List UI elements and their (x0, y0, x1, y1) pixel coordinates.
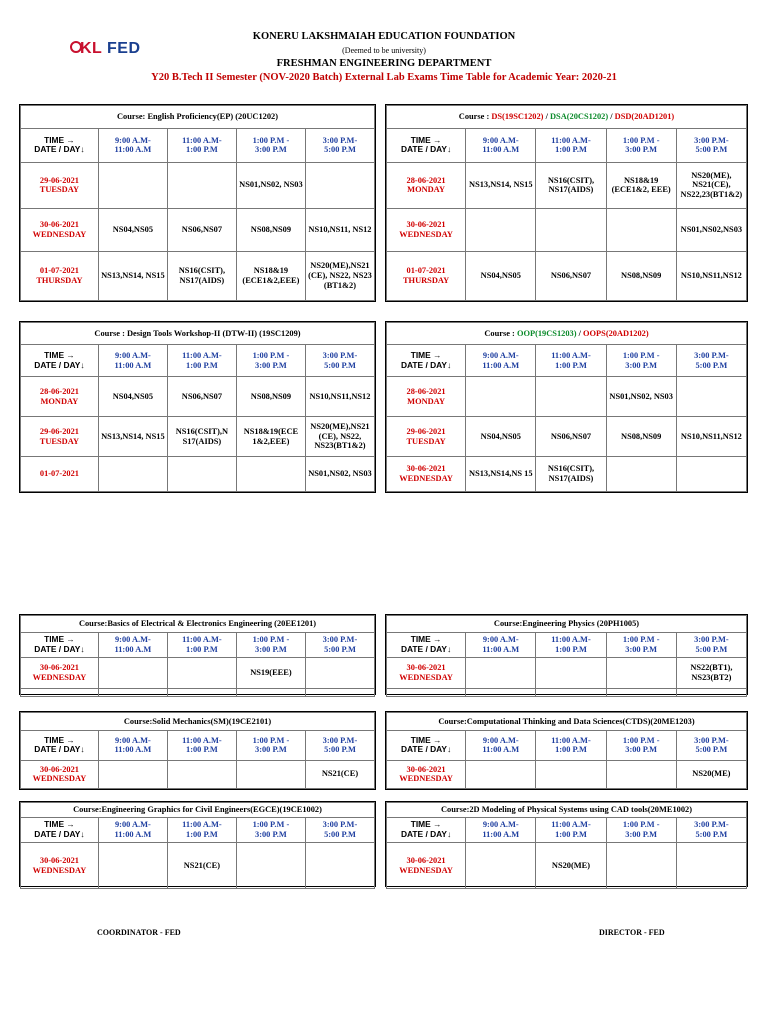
section-cell: NS01,NS02, NS03 (236, 162, 305, 208)
time-slot-header: 1:00 P.M - 3:00 P.M (606, 129, 676, 163)
section-cell: NS04,NS05 (98, 208, 167, 251)
table-row (387, 457, 747, 492)
section-cell (98, 162, 167, 208)
time-label: TIME → (44, 734, 75, 745)
course-code: DSA(20CS1202) (549, 112, 609, 122)
date-day-label: DATE / DAY↓ (400, 359, 452, 370)
time-slot-header: 3:00 P.M- 5:00 P.M (305, 818, 374, 843)
exam-day: MONDAY (407, 396, 446, 406)
time-label: TIME → (44, 819, 75, 830)
exam-date: 30-06-2021 (39, 663, 79, 673)
course-code: DS(19SC1202) (491, 112, 544, 122)
exam-date: 30-06-2021 (406, 464, 446, 474)
section-cell (676, 843, 746, 889)
table-row (387, 377, 747, 417)
date-day-label: DATE / DAY↓ (400, 744, 452, 755)
time-slot-header: 9:00 A.M- 11:00 A.M (98, 730, 167, 760)
section-cell (167, 162, 236, 208)
exam-day: MONDAY (40, 396, 79, 406)
section-cell: NS19(EEE) (236, 658, 305, 689)
date-day-label: DATE / DAY↓ (34, 744, 85, 755)
section-cell (236, 457, 305, 492)
time-slot-header: 1:00 P.M - 3:00 P.M (236, 129, 305, 163)
empty-cell (21, 689, 99, 697)
time-slot-header: 9:00 A.M- 11:00 A.M (466, 345, 536, 377)
time-slot-header: 3:00 P.M- 5:00 P.M (676, 633, 746, 658)
date-day-label: DATE / DAY↓ (400, 144, 452, 155)
time-slot-header: 11:00 A.M- 1:00 P.M (536, 129, 606, 163)
table-row (21, 377, 375, 417)
time-slot-header: 9:00 A.M- 11:00 A.M (98, 129, 167, 163)
table-row (21, 843, 375, 889)
section-cell: NS08,NS09 (606, 251, 676, 300)
section-cell (305, 843, 374, 889)
time-slot-header: 11:00 A.M- 1:00 P.M (167, 730, 236, 760)
time-date-header (21, 730, 99, 760)
exam-day: WEDNESDAY (32, 229, 87, 239)
course-title (387, 323, 747, 345)
section-cell (536, 658, 606, 689)
date-day-cell (387, 208, 466, 251)
time-slot-header: 1:00 P.M - 3:00 P.M (606, 345, 676, 377)
section-cell (236, 843, 305, 889)
section-cell: NS13,NS14,NS 15 (466, 457, 536, 492)
section-cell (305, 162, 374, 208)
time-slot-header: 3:00 P.M- 5:00 P.M (676, 345, 746, 377)
time-slot-header: 1:00 P.M - 3:00 P.M (606, 818, 676, 843)
section-cell: NS06,NS07 (167, 208, 236, 251)
date-day-label: DATE / DAY↓ (400, 644, 452, 654)
exam-date: 30-06-2021 (406, 855, 446, 865)
exam-date: 30-06-2021 (406, 663, 446, 673)
exam-day: TUESDAY (406, 436, 446, 446)
section-cell: NS10,NS11,NS12 (305, 377, 374, 417)
section-cell: NS20(ME),NS21 (CE), NS22, NS23 (BT1&2) (305, 251, 374, 300)
time-date-header (387, 730, 466, 760)
date-day-cell (387, 843, 466, 889)
exam-date: 28-06-2021 (39, 386, 79, 396)
date-day-cell (21, 760, 99, 789)
director-signature-label: DIRECTOR - FED (599, 928, 665, 937)
time-slot-header: 3:00 P.M- 5:00 P.M (676, 730, 746, 760)
exam-date: 29-06-2021 (39, 175, 79, 185)
section-cell: NS10,NS11,NS12 (676, 251, 746, 300)
empty-cell (387, 689, 466, 697)
section-cell (676, 457, 746, 492)
empty-cell (98, 689, 167, 697)
course-title: Course : Design Tools Workshop-II (DTW-II) (19SC1209) (21, 323, 375, 345)
course-table (385, 614, 748, 695)
section-cell (466, 760, 536, 789)
table-row (387, 760, 747, 789)
date-day-cell (21, 162, 99, 208)
section-cell: NS08,NS09 (236, 377, 305, 417)
time-slot-header: 11:00 A.M- 1:00 P.M (167, 129, 236, 163)
time-label: TIME → (410, 634, 442, 645)
date-day-cell (387, 251, 466, 300)
empty-cell (536, 689, 606, 697)
section-cell (236, 760, 305, 789)
exam-date: 28-06-2021 (406, 175, 446, 185)
time-slot-header: 1:00 P.M - 3:00 P.M (236, 633, 305, 658)
section-cell (606, 457, 676, 492)
course-code: DSD(20AD1201) (614, 112, 675, 122)
exam-day: WEDNESDAY (32, 774, 87, 784)
time-label: TIME → (44, 349, 75, 360)
course-table (385, 104, 748, 302)
section-cell (305, 658, 374, 689)
time-slot-header: 3:00 P.M- 5:00 P.M (676, 129, 746, 163)
section-cell (536, 208, 606, 251)
date-day-cell (387, 417, 466, 457)
time-slot-header: 3:00 P.M- 5:00 P.M (305, 633, 374, 658)
date-day-cell (21, 843, 99, 889)
table-row (21, 457, 375, 492)
date-day-cell (21, 208, 99, 251)
course-table (19, 711, 376, 790)
exam-day: WEDNESDAY (399, 774, 453, 784)
exam-day: WEDNESDAY (32, 865, 87, 875)
time-slot-header: 9:00 A.M- 11:00 A.M (98, 818, 167, 843)
time-date-header (21, 345, 99, 377)
empty-cell (606, 689, 676, 697)
exam-date: 28-06-2021 (406, 386, 446, 396)
time-label: TIME → (44, 134, 75, 145)
course-title-prefix: Course : (458, 112, 492, 122)
course-title (387, 106, 747, 129)
course-code: / (576, 328, 584, 338)
section-cell: NS01,NS02,NS03 (676, 208, 746, 251)
date-day-cell (21, 251, 99, 300)
date-day-label: DATE / DAY↓ (34, 144, 85, 155)
section-cell (676, 377, 746, 417)
section-cell (167, 658, 236, 689)
section-cell (466, 658, 536, 689)
time-slot-header: 11:00 A.M- 1:00 P.M (536, 345, 606, 377)
course-title: Course:Basics of Electrical & Electronics Engineering (20EE1201) (21, 616, 375, 633)
time-slot-header: 1:00 P.M - 3:00 P.M (236, 818, 305, 843)
section-cell: NS18&19 (ECE1&2, EEE) (606, 162, 676, 208)
exam-day: WEDNESDAY (399, 673, 453, 682)
course-table (385, 321, 748, 493)
empty-cell (466, 689, 536, 697)
date-day-cell (21, 658, 99, 689)
time-label: TIME → (410, 349, 442, 360)
time-label: TIME → (410, 819, 442, 830)
section-cell (606, 658, 676, 689)
course-code: OOPS(20AD1202) (583, 328, 649, 338)
section-cell: NS01,NS02, NS03 (305, 457, 374, 492)
section-cell (606, 760, 676, 789)
section-cell: NS08,NS09 (236, 208, 305, 251)
time-slot-header: 1:00 P.M - 3:00 P.M (606, 633, 676, 658)
table-row (387, 843, 747, 889)
course-code: OOP(19CS1203) (516, 328, 577, 338)
section-cell: NS16(CSIT), NS17(AIDS) (167, 251, 236, 300)
time-slot-header: 3:00 P.M- 5:00 P.M (676, 818, 746, 843)
table-row (21, 162, 375, 208)
section-cell (466, 377, 536, 417)
exam-day: WEDNESDAY (32, 673, 87, 682)
section-cell (98, 457, 167, 492)
section-cell: NS04,NS05 (98, 377, 167, 417)
section-cell (98, 658, 167, 689)
time-slot-header: 11:00 A.M- 1:00 P.M (167, 818, 236, 843)
section-cell (466, 208, 536, 251)
section-cell: NS21(CE) (305, 760, 374, 789)
exam-day: MONDAY (407, 185, 446, 195)
section-cell (466, 843, 536, 889)
time-slot-header: 3:00 P.M- 5:00 P.M (305, 129, 374, 163)
date-day-cell (21, 417, 99, 457)
course-title: Course: English Proficiency(EP) (20UC1202) (21, 106, 375, 129)
section-cell: NS21(CE) (167, 843, 236, 889)
section-cell: NS20(ME) (676, 760, 746, 789)
table-row (387, 162, 747, 208)
section-cell: NS16(CSIT),N S17(AIDS) (167, 417, 236, 457)
section-cell: NS13,NS14, NS15 (466, 162, 536, 208)
date-day-cell (387, 658, 466, 689)
section-cell (98, 760, 167, 789)
table-row (21, 760, 375, 789)
exam-day: TUESDAY (39, 185, 80, 195)
table-row (21, 208, 375, 251)
table-row (21, 417, 375, 457)
table-row (21, 658, 375, 689)
date-day-label: DATE / DAY↓ (34, 359, 85, 370)
course-table (19, 104, 376, 302)
section-cell: NS18&19(ECE 1&2,EEE) (236, 417, 305, 457)
section-cell (606, 208, 676, 251)
course-title-prefix: Course : (484, 328, 517, 338)
date-day-label: DATE / DAY↓ (34, 644, 85, 654)
time-date-header (387, 633, 466, 658)
date-day-label: DATE / DAY↓ (34, 829, 85, 839)
time-slot-header: 1:00 P.M - 3:00 P.M (236, 730, 305, 760)
time-date-header (21, 129, 99, 163)
section-cell: NS13,NS14, NS15 (98, 251, 167, 300)
time-label: TIME → (410, 134, 442, 145)
exam-date: 30-06-2021 (406, 220, 446, 230)
course-title: Course:Engineering Physics (20PH1005) (387, 616, 747, 633)
table-row (387, 208, 747, 251)
exam-day: WEDNESDAY (399, 474, 453, 483)
exam-date: 29-06-2021 (39, 426, 79, 436)
time-date-header (387, 345, 466, 377)
time-slot-header: 11:00 A.M- 1:00 P.M (536, 818, 606, 843)
section-cell (606, 843, 676, 889)
course-table (385, 801, 748, 887)
course-table (19, 614, 376, 695)
section-cell: NS16(CSIT), NS17(AIDS) (536, 162, 606, 208)
department-name: FRESHMAN ENGINEERING DEPARTMENT (276, 58, 492, 69)
page-title: Y20 B.Tech II Semester (NOV-2020 Batch) External Lab Exams Time Table for Academic Year: 2020-21 (151, 72, 617, 83)
section-cell: NS13,NS14, NS15 (98, 417, 167, 457)
exam-day: WEDNESDAY (399, 865, 453, 875)
date-day-cell (21, 377, 99, 417)
course-title: Course:Engineering Graphics for Civil Engineers(EGCE)(19CE1002) (21, 803, 375, 818)
time-label: TIME → (410, 734, 442, 745)
exam-day: THURSDAY (402, 275, 450, 285)
time-date-header (21, 818, 99, 843)
org-name: KONERU LAKSHMAIAH EDUCATION FOUNDATION (252, 31, 516, 42)
date-day-cell (21, 457, 99, 492)
time-slot-header: 9:00 A.M- 11:00 A.M (98, 633, 167, 658)
time-slot-header: 1:00 P.M - 3:00 P.M (606, 730, 676, 760)
time-slot-header: 9:00 A.M- 11:00 A.M (466, 730, 536, 760)
table-row (387, 251, 747, 300)
section-cell: NS01,NS02, NS03 (606, 377, 676, 417)
course-table (19, 801, 376, 887)
course-table (385, 711, 748, 790)
section-cell: NS06,NS07 (536, 417, 606, 457)
section-cell: NS08,NS09 (606, 417, 676, 457)
time-date-header (21, 633, 99, 658)
course-table (19, 321, 376, 493)
section-cell (98, 843, 167, 889)
time-label: TIME → (44, 634, 75, 645)
logo-text: KL FED (80, 40, 141, 57)
date-day-cell (387, 162, 466, 208)
date-day-label: DATE / DAY↓ (400, 829, 452, 839)
exam-date: 30-06-2021 (39, 855, 79, 865)
time-slot-header: 9:00 A.M- 11:00 A.M (466, 129, 536, 163)
exam-day: WEDNESDAY (399, 229, 453, 239)
date-day-cell (387, 457, 466, 492)
section-cell: NS04,NS05 (466, 417, 536, 457)
exam-date: 01-07-2021 (39, 266, 79, 276)
time-slot-header: 3:00 P.M- 5:00 P.M (305, 345, 374, 377)
exam-date: 30-06-2021 (39, 220, 79, 230)
section-cell: NS18&19 (ECE1&2,EEE) (236, 251, 305, 300)
time-slot-header: 9:00 A.M- 11:00 A.M (98, 345, 167, 377)
empty-cell (236, 689, 305, 697)
deemed-note: (Deemed to be university) (342, 46, 426, 55)
section-cell: NS06,NS07 (536, 251, 606, 300)
time-slot-header: 11:00 A.M- 1:00 P.M (536, 633, 606, 658)
exam-date: 01-07-2021 (39, 469, 79, 479)
empty-cell (305, 689, 374, 697)
time-slot-header: 9:00 A.M- 11:00 A.M (466, 633, 536, 658)
section-cell: NS16(CSIT), NS17(AIDS) (536, 457, 606, 492)
table-row (387, 417, 747, 457)
section-cell: NS10,NS11,NS12 (676, 417, 746, 457)
section-cell: NS10,NS11, NS12 (305, 208, 374, 251)
time-slot-header: 1:00 P.M - 3:00 P.M (236, 345, 305, 377)
time-slot-header: 9:00 A.M- 11:00 A.M (466, 818, 536, 843)
course-title: Course:2D Modeling of Physical Systems using CAD tools(20ME1002) (387, 803, 747, 818)
course-title: Course:Solid Mechanics(SM)(19CE2101) (21, 713, 375, 731)
course-code: / (608, 112, 615, 122)
section-cell: NS20(ME), NS21(CE), NS22,23(BT1&2) (676, 162, 746, 208)
time-date-header (387, 818, 466, 843)
coordinator-signature-label: COORDINATOR - FED (97, 928, 181, 937)
section-cell: NS04,NS05 (466, 251, 536, 300)
exam-date: 29-06-2021 (406, 426, 446, 436)
course-code: / (543, 112, 550, 122)
time-slot-header: 11:00 A.M- 1:00 P.M (167, 345, 236, 377)
table-row (387, 658, 747, 689)
empty-cell (167, 689, 236, 697)
section-cell: NS20(ME),NS21 (CE), NS22, NS23(BT1&2) (305, 417, 374, 457)
table-row (21, 251, 375, 300)
section-cell (167, 760, 236, 789)
empty-cell (676, 689, 746, 697)
section-cell (167, 457, 236, 492)
time-date-header (387, 129, 466, 163)
time-slot-header: 3:00 P.M- 5:00 P.M (305, 730, 374, 760)
exam-day: THURSDAY (36, 275, 83, 285)
exam-date: 01-07-2021 (406, 266, 446, 276)
section-cell: NS20(ME) (536, 843, 606, 889)
section-cell (536, 377, 606, 417)
course-title: Course:Computational Thinking and Data Sciences(CTDS)(20ME1203) (387, 713, 747, 731)
section-cell: NS06,NS07 (167, 377, 236, 417)
exam-date: 30-06-2021 (406, 764, 446, 774)
exam-date: 30-06-2021 (39, 764, 79, 774)
time-slot-header: 11:00 A.M- 1:00 P.M (167, 633, 236, 658)
date-day-cell (387, 377, 466, 417)
section-cell (536, 760, 606, 789)
exam-day: TUESDAY (39, 436, 80, 446)
date-day-cell (387, 760, 466, 789)
time-slot-header: 11:00 A.M- 1:00 P.M (536, 730, 606, 760)
section-cell: NS22(BT1), NS23(BT2) (676, 658, 746, 689)
